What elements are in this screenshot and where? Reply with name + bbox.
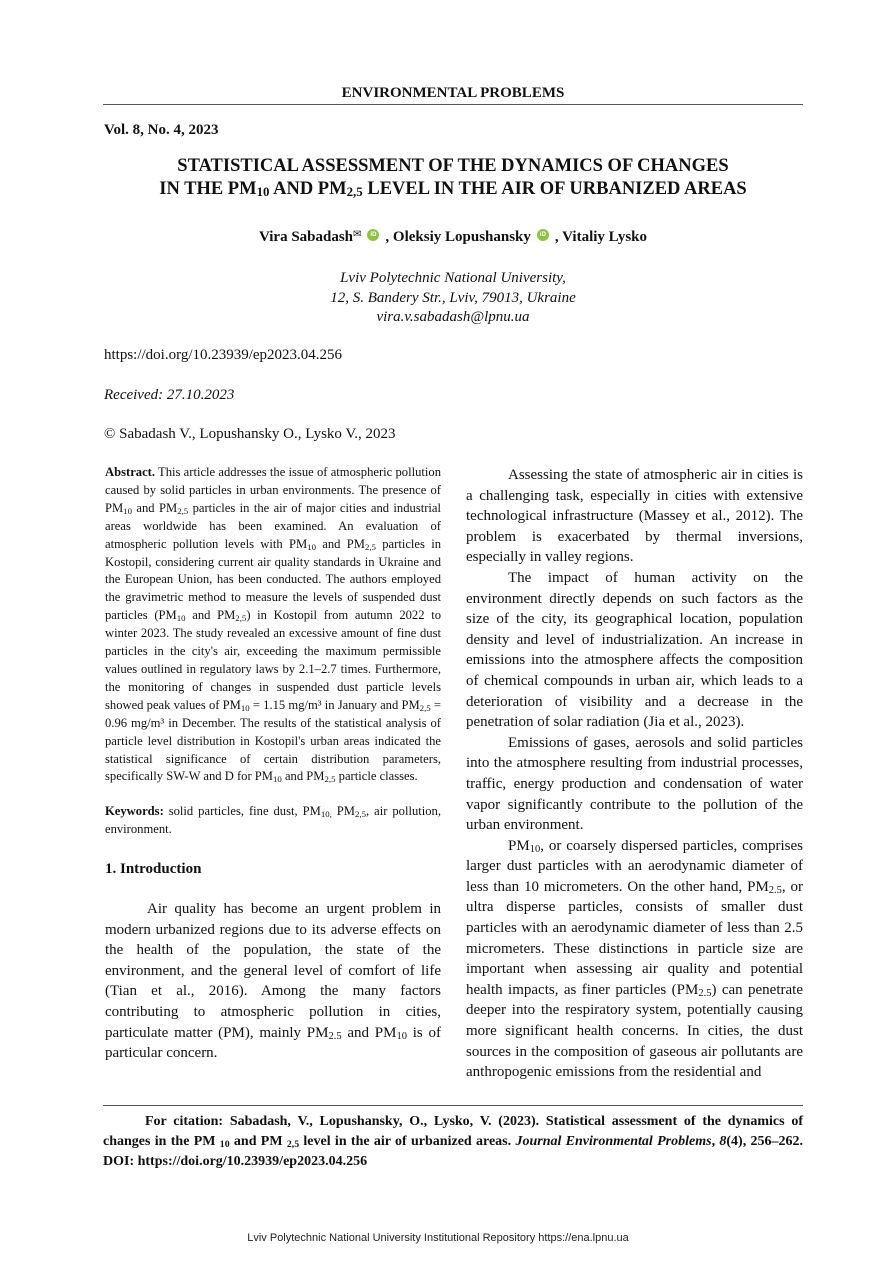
affiliation-line-1: Lviv Polytechnic National University, — [340, 270, 566, 286]
volume-info: Vol. 8, No. 4, 2023 — [104, 122, 219, 138]
text-segment: 8 — [719, 1133, 727, 1149]
text-segment: ) can penetrate deeper into the respiratory system, potentially causing more significant health concerns. In cities, the dust sources in the composition of gaseous air pollutants are anthropogenic emissions from the residential and — [466, 981, 803, 1081]
subscript: 10 — [176, 613, 186, 624]
subscript: 2.5 — [768, 884, 782, 896]
mail-icon[interactable]: ✉ — [353, 229, 362, 240]
text-segment: and PM — [229, 1133, 287, 1149]
text-segment: , — [711, 1133, 720, 1149]
text-segment: level in the air of urbanized areas. — [299, 1133, 516, 1149]
text-segment: = 0.96 mg/m³ in December. The results of the statistical analysis of particle level distribution in Kostopil's urban areas indicated the statistical significance of certain distribution parameters, specifically SW-W and D for PM — [105, 697, 441, 784]
text-segment: The impact of human activity on the environment directly depends on such factors as the size of the city, its geographical location, population density and level of industrialization. An increase in emissions into the atmosphere affects the composition of chemical compounds in urban air, which leads to a deterioration of visibility and a decrease in the penetration of solar radiation (Jia et al., 2023). — [466, 569, 803, 731]
subscript: 10 — [307, 541, 316, 552]
text-segment: ) in Kostopil from autumn 2022 to winter 2023. The study revealed an excessive amount of fine dust particles in the city's air, exceeding the maximum permissible values outlined in regulatory laws by 2.1–2.7 times. Furthermore, the monitoring of changes in suspended dust particle levels showed peak values of PM — [105, 608, 441, 712]
text-segment: = 1.15 mg/m³ in January and PM — [249, 697, 420, 712]
subscript: 10 — [396, 1030, 407, 1042]
text-segment: IN THE PM — [159, 179, 257, 199]
text-segment: Assessing the state of atmospheric air in cities is a challenging task, especially in cities with extensive technological infrastructure (Massey et al., 2012). The problem is exacerbated by thermal inversions, especially in valley regions. — [466, 467, 803, 566]
text-segment: and PM — [341, 1024, 397, 1041]
author-email[interactable]: vira.v.sabadash@lpnu.ua — [376, 309, 530, 326]
subscript: 10 — [529, 843, 541, 855]
text-segment: , air pollution, environment. — [105, 804, 442, 837]
text-segment: is of particular concern. — [105, 1024, 442, 1062]
text-segment: Air quality has become an urgent problem in modern urbanized regions due to its adverse effects on the health of the population, the state of the environment, and the general level of comfort of life (Tian et al., 2016). Among the many factors contributing to atmospheric pollution in cities, particulate matter (PM), mainly PM — [105, 901, 441, 1041]
subscript: 10 — [240, 702, 250, 713]
text-segment: solid particles, fine dust, PM — [163, 804, 321, 819]
text-segment: Emissions of gases, aerosols and solid particles into the atmosphere resulting from industrial processes, traffic, energy production and condensation of water vapor significantly contribute to the pollution of the urban environment. — [466, 734, 803, 834]
subscript: 10 — [123, 505, 133, 516]
subscript: 2,5 — [364, 541, 376, 552]
text-segment: and PM — [281, 769, 325, 784]
text-segment: and PM — [315, 536, 365, 551]
author-3[interactable]: , Vitaliy Lysko — [554, 229, 648, 245]
subscript: 2,5 — [286, 1138, 300, 1150]
text-segment: , or coarsely dispersed particles, comprises larger dust particles with an aerodynamic diameter of less than 10 micrometers. On the other hand, PM — [466, 837, 803, 895]
right-column — [466, 465, 803, 1083]
doi-link[interactable]: https://doi.org/10.23939/ep2023.04.256 — [104, 347, 343, 363]
two-column-body — [103, 464, 803, 1083]
subscript: 2,5 — [235, 613, 247, 624]
text-segment: (4), 256–262. DOI: https://doi.org/10.23939/ep2023.04.256 — [103, 1133, 804, 1169]
orcid-icon[interactable]: iD — [537, 229, 549, 241]
author-1[interactable]: Vira Sabadash — [258, 229, 354, 245]
text-segment: , or ultra disperse particles, consists of smaller dust particles with an aerodynamic diameter of less than 2.5 micrometers. These distinctions in particle size are important when assessing air quality and potential health impacts, as finer particles (PM — [466, 878, 803, 998]
copyright: © Sabadash V., Lopushansky O., Lysko V., 2023 — [104, 426, 396, 442]
citation-rule — [103, 1105, 803, 1106]
author-2[interactable]: , Oleksiy Lopushansky — [385, 229, 531, 245]
subscript: 2.5 — [328, 1030, 342, 1042]
text-segment: LEVEL IN THE AIR OF URBANIZED AREAS — [362, 179, 747, 199]
text-segment: AND PM — [269, 179, 347, 199]
text-segment: Keywords: — [105, 804, 164, 819]
subscript: 10 — [273, 774, 282, 785]
affiliation-line-2: 12, S. Bandery Str., Lviv, 79013, Ukraine — [330, 289, 576, 306]
text-segment: particles in the air of major cities and industrial areas worldwide has been examined. An evaluation of atmospheric pollution levels with PM — [105, 500, 442, 551]
citation-block — [103, 1112, 803, 1172]
repository-footer: Lviv Polytechnic National University Institutional Repository https://ena.lpnu.ua — [247, 1231, 629, 1244]
intro-paragraph — [105, 899, 441, 1064]
subscript: 2,5 — [177, 505, 189, 516]
text-segment: PM — [331, 804, 355, 819]
section-heading-introduction: 1. Introduction — [105, 861, 202, 878]
subscript: 10 — [219, 1138, 230, 1150]
body-paragraph — [466, 465, 803, 568]
left-column — [105, 464, 441, 1064]
body-paragraph — [466, 836, 803, 1083]
body-paragraph — [466, 568, 803, 733]
text-segment: Journal Environmental Problems — [515, 1133, 712, 1149]
text-segment: and PM — [132, 500, 178, 515]
orcid-icon[interactable]: iD — [367, 229, 379, 241]
subscript: 2.5 — [698, 987, 712, 999]
body-paragraph — [466, 733, 803, 836]
subscript: 2,5 — [346, 184, 363, 199]
text-segment: particle classes. — [335, 769, 418, 784]
abstract — [105, 464, 441, 786]
text-segment: For citation: — [145, 1113, 224, 1129]
text-segment: particles in Kostopil, considering current air quality standards in Ukraine and the European Union, has been conducted. The authors employed the gravimetric method to measure the levels of suspended dust particles (PM — [105, 536, 441, 623]
text-segment: Abstract. — [105, 465, 156, 479]
received-date: Received: 27.10.2023 — [104, 387, 235, 403]
text-segment: PM — [508, 837, 530, 854]
text-segment: This article addresses the issue of atmospheric pollution caused by solid particles in urban environments. The presence of PM — [105, 465, 441, 515]
subscript: 10 — [256, 184, 270, 199]
title-line-1: STATISTICAL ASSESSMENT OF THE DYNAMICS OF CHANGES — [177, 156, 729, 176]
subscript: 2,5 — [324, 774, 336, 785]
text-segment: and PM — [185, 608, 236, 623]
subscript: 2,5 — [419, 702, 431, 713]
subscript: 2,5 — [355, 809, 367, 820]
subscript: 10, — [320, 809, 332, 820]
text-segment: Sabadash, V., Lopushansky, O., Lysko, V. (2023). Statistical assessment of the dynamics of changes in the PM — [103, 1113, 804, 1149]
keywords — [105, 803, 441, 839]
journal-name: ENVIRONMENTAL PROBLEMS — [341, 85, 565, 101]
